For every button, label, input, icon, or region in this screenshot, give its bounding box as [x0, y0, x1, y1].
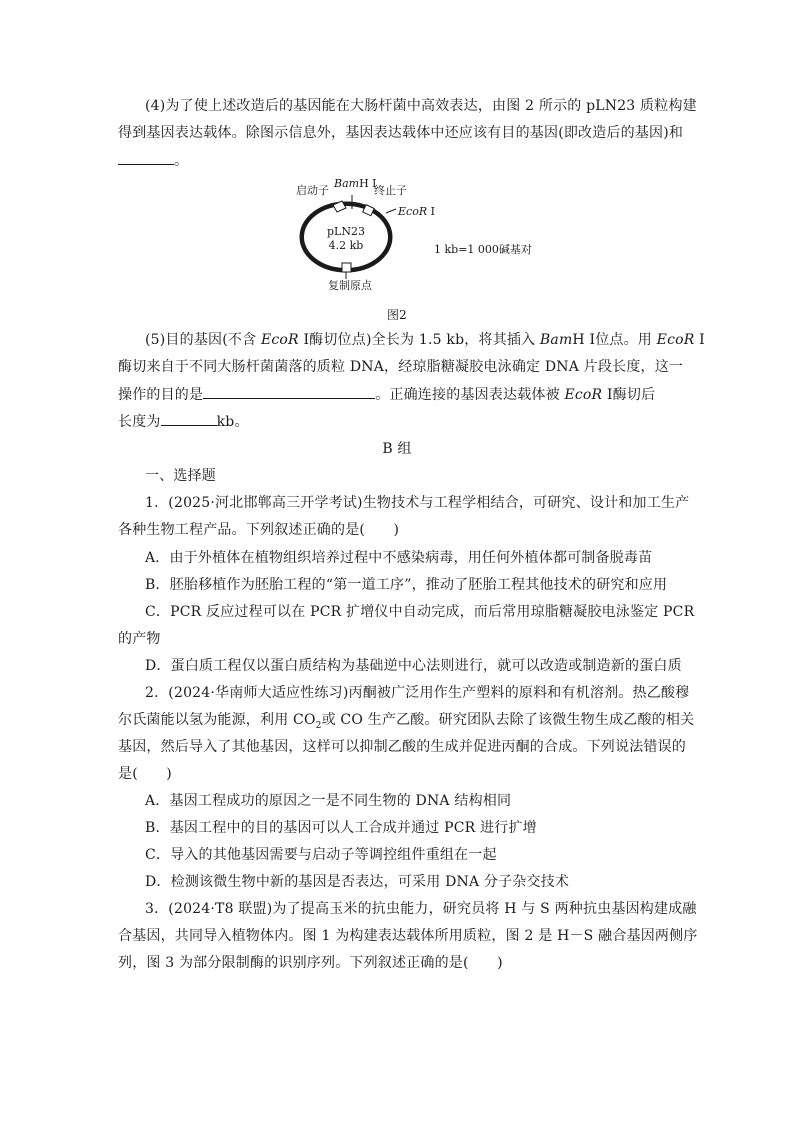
q1-stem-1: 1．(2025·河北邯郸高三开学考试)生物技术与工程学相结合，可研究、设计和加工生产 [145, 495, 690, 511]
q1-option-c-cont: 的产物 [118, 631, 161, 647]
answer-blank [203, 385, 375, 399]
q1-option-c: C．PCR 反应过程可以在 PCR 扩增仪中自动完成，而后常用琼脂糖凝胶电泳鉴定 PCR [145, 604, 695, 620]
origin-marker [342, 263, 351, 272]
q3-stem-2: 合基因，共同导入植物体内。图 1 为构建表达载体所用质粒，图 2 是 H－S 融合基因两侧序 [118, 928, 698, 944]
q4-line-2: 得到基因表达载体。除图示信息外，基因表达载体中还应该有目的基因(即改造后的基因)和 [118, 125, 684, 141]
q3-stem-3: 列，图 3 为部分限制酶的识别序列。下列叙述正确的是( ) [118, 955, 503, 971]
terminator-label: 终止子 [374, 184, 407, 197]
q5-line-2: 酶切来自于不同大肠杆菌菌落的质粒 DNA，经琼脂糖凝胶电泳确定 DNA 片段长度，这一 [118, 359, 684, 375]
q2-option-a: A．基因工程成功的原因之一是不同生物的 DNA 结构相同 [145, 793, 512, 809]
q1-option-d: D．蛋白质工程仅以蛋白质结构为基础逆中心法则进行，就可以改造或制造新的蛋白质 [145, 658, 682, 674]
q2-stem-1: 2．(2024·华南师大适应性练习)丙酮被广泛用作生产塑料的原料和有机溶剂。热乙酸穆 [145, 685, 690, 701]
ecori-label: EcoR Ⅰ [398, 205, 435, 218]
q5-line-1: (5)目的基因(不含 EcoR Ⅰ酶切位点)全长为 1.5 kb，将其插入 BamH Ⅰ位点。用 EcoR Ⅰ [145, 332, 705, 348]
q5-line-4: 长度为 kb。 [118, 414, 249, 430]
ecori-site-line [386, 209, 396, 213]
q4-line-1: (4)为了使上述改造后的基因能在大肠杆菌中高效表达，由图 2 所示的 pLN23 质粒构建 [145, 98, 697, 114]
plasmid-size: 4.2 kb [328, 239, 364, 252]
q2-stem-3: 基因，然后导入了其他基因，这样可以抑制乙酸的生成并促进丙酮的合成。下列说法错误的 [118, 739, 686, 755]
figure-caption: 图2 [386, 308, 408, 322]
q1-option-a: A．由于外植体在植物组织培养过程中不感染病毒，用任何外植体都可制备脱毒苗 [145, 550, 653, 566]
q2-stem-2: 尔氏菌能以氢为能源，利用 $CO_2$或 CO 生产乙酸。研究团队去除了该微生物生成乙酸的相关 [118, 712, 695, 731]
plasmid-name: pLN23 [327, 225, 365, 238]
q3-stem-1: 3．(2024·T8 联盟)为了提高玉米的抗虫能力，研究员将 H 与 S 两种抗虫基因构建成融 [145, 901, 697, 917]
origin-label: 复制原点 [328, 279, 372, 292]
answer-blank [161, 412, 217, 426]
promoter-label: 启动子 [296, 184, 329, 197]
q1-option-b: B．胚胎移植作为胚胎工程的“第一道工序”，推动了胚胎工程其他技术的研究和应用 [145, 577, 668, 593]
q5-line-3: 操作的目的是 。正确连接的基因表达载体被 EcoR Ⅰ酶切后 [118, 387, 656, 403]
bamhi-label: BamH Ⅰ [334, 177, 377, 190]
q2-option-b: B．基因工程中的目的基因可以人工合成并通过 PCR 进行扩增 [145, 820, 537, 836]
plasmid-diagram [290, 175, 550, 305]
q4-line-3: 。 [118, 151, 678, 170]
q2-option-c: C．导入的其他基因需要与启动子等调控组件重组在一起 [145, 847, 497, 863]
group-title: B 组 [382, 441, 412, 457]
q2-stem-4: 是( ) [118, 766, 172, 782]
kb-note: 1 kb=1 000碱基对 [434, 243, 532, 256]
section-heading: 一、选择题 [145, 468, 216, 484]
q1-stem-2: 各种生物工程产品。下列叙述正确的是( ) [118, 522, 400, 538]
q2-option-d: D．检测该微生物中新的基因是否表达，可采用 DNA 分子杂交技术 [145, 874, 570, 890]
answer-blank [118, 151, 174, 165]
